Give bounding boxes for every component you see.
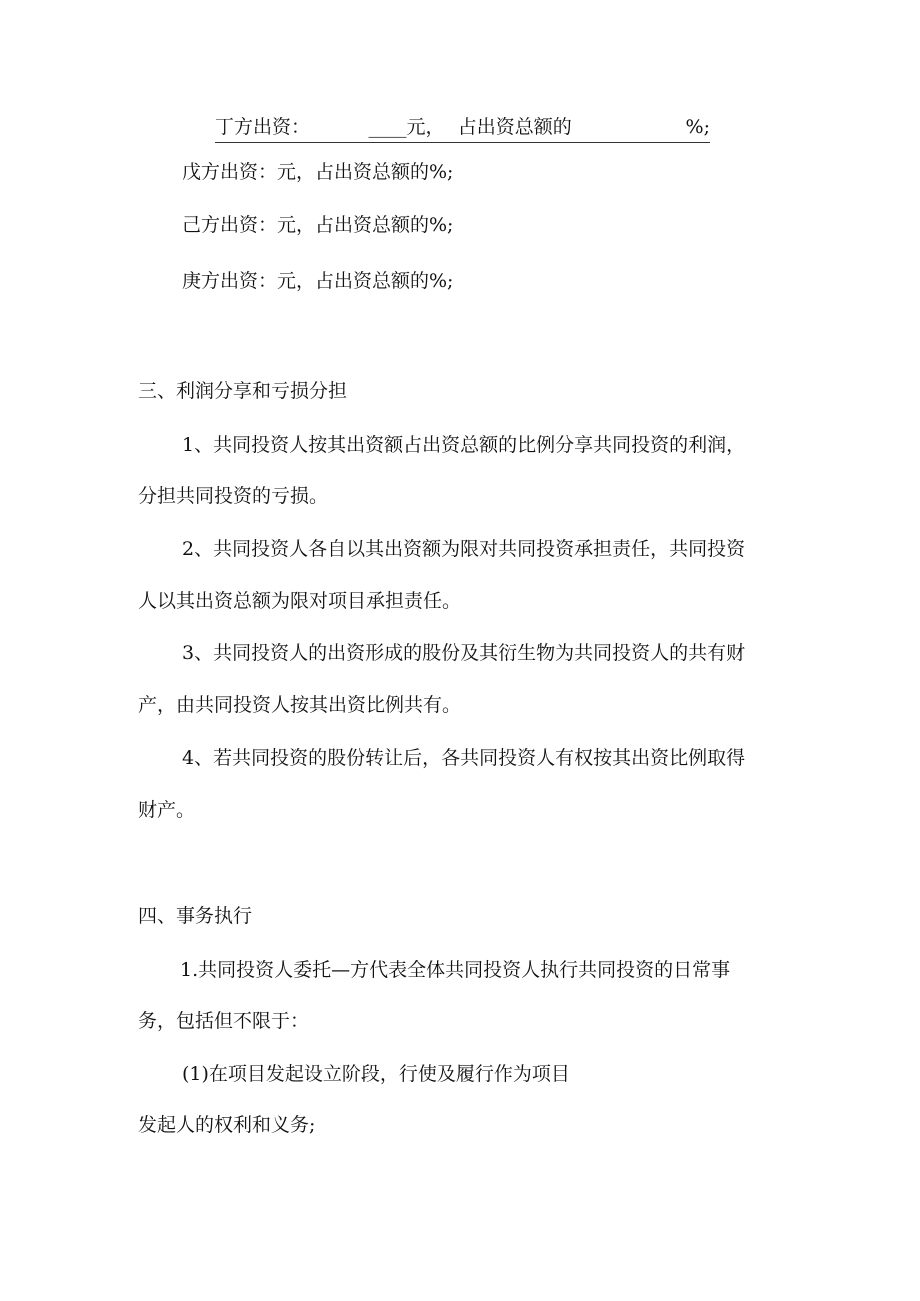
- section-heading-affairs-execution: 四、事务执行: [138, 905, 253, 927]
- investor-label: 丁方出资：: [215, 116, 311, 138]
- clause-3-4-line-2: 财产。: [138, 799, 196, 821]
- clause-3-4-line-1: 4、若共同投资的股份转让后，各共同投资人有权按其出资比例取得: [182, 747, 746, 769]
- percent-suffix: %;: [685, 116, 711, 138]
- investor-line-ding: [215, 114, 710, 143]
- amount-unit: ____元，: [368, 116, 445, 138]
- investor-line-geng: 庚方出资：元，占出资总额的%;: [182, 270, 454, 292]
- clause-3-1-line-1: 1、共同投资人按其出资额占出资总额的比例分享共同投资的利润，: [182, 434, 746, 456]
- section-heading-profit-loss: 三、利润分享和亏损分担: [138, 380, 348, 402]
- clause-4-1-1-line-2: 发起人的权利和义务;: [138, 1114, 316, 1136]
- clause-4-1-1-line-1: (1)在项目发起设立阶段，行使及履行作为项目: [182, 1063, 570, 1085]
- clause-3-2-line-2: 人以其出资总额为限对项目承担责任。: [138, 590, 462, 612]
- investor-line-wu: 戊方出资：元，占出资总额的%;: [182, 161, 454, 183]
- clause-3-1-line-2: 分担共同投资的亏损。: [138, 485, 329, 507]
- clause-3-3-line-1: 3、共同投资人的出资形成的股份及其衍生物为共同投资人的共有财: [182, 642, 746, 664]
- share-label: 占出资总额的: [457, 116, 572, 138]
- investor-line-ji: 己方出资：元，占出资总额的%;: [182, 214, 454, 236]
- clause-4-1-line-2: 务，包括但不限于：: [138, 1010, 310, 1032]
- clause-3-3-line-2: 产，由共同投资人按其出资比例共有。: [138, 694, 462, 716]
- clause-3-2-line-1: 2、共同投资人各自以其出资额为限对共同投资承担责任，共同投资: [182, 538, 746, 560]
- clause-4-1-line-1: 1.共同投资人委托—方代表全体共同投资人执行共同投资的日常事: [180, 959, 731, 981]
